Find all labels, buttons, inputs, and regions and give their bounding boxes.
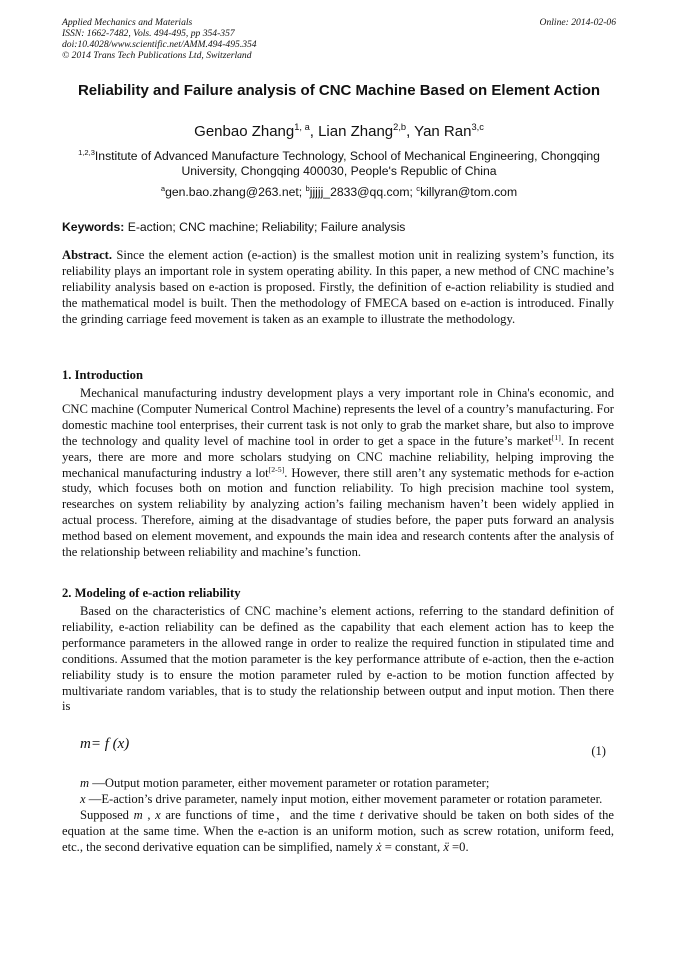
- text-run: = constant,: [381, 839, 444, 854]
- definition-text: —E-action’s drive parameter, namely input motion, either movement parameter or rotation parameter.: [85, 791, 603, 806]
- var-x: x: [80, 791, 86, 806]
- copyright-line: © 2014 Trans Tech Publications Ltd, Switzerland: [62, 50, 252, 61]
- citation: [1]: [551, 432, 561, 442]
- abstract-text: Since the element action (e-action) is the smallest motion unit in realizing system’s function, its reliability plays an important role in system operating ability. In this paper, a new method of CNC machine’s reliability analysis based on e-action is proposed. Firstly, the definition of e-action reliability is studied and the mathematical model is built. Then the methodology of FMECA based on e-action is introduced. Finally the grinding carriage feed movement is taken as an example to illustrate the methodology.: [62, 248, 614, 326]
- modeling-paragraph: Based on the characteristics of CNC machine’s element actions, referring to the standard definition of reliability, e-action reliability can be defined as the capability that each element action has to keep the performance parameters in the allowed range in order to realize the required function in stipulated time and conditions. Assumed that the motion parameter is the key performance attribute of e-action, then the e-action reliability study is to ensure the motion parameter ruled by e-action to be motion function affected by multivariate random variables, that is to study the relationship between output and input motion. Then there is: [62, 604, 614, 714]
- affiliation-text: Institute of Advanced Manufacture Technology, School of Mechanical Engineering, Chongqing University, Chongqing 400030, People's Republic of China: [94, 149, 600, 178]
- author-name: Yan Ran: [414, 123, 472, 140]
- email-marker: c: [416, 183, 421, 193]
- text-run: derivative should be taken on both sides of the equation at the same time. When the e-action is an uniform motion, such as screw rotation, uniform feed, etc., the second derivative equation can be simplified, namely: [62, 807, 614, 854]
- var-t: t: [359, 807, 364, 822]
- email-address: gen.bao.zhang@263.net;: [165, 185, 306, 199]
- text-run: Supposed: [80, 807, 134, 822]
- variable-definitions: [62, 776, 614, 856]
- var-x: x: [155, 807, 161, 822]
- online-date: Online: 2014-02-06: [539, 17, 616, 28]
- section-heading-introduction: 1. Introduction: [62, 368, 143, 382]
- author-affil-marker: 2,b: [393, 122, 407, 132]
- abstract-label: Abstract.: [62, 248, 113, 262]
- journal-name: Applied Mechanics and Materials: [62, 17, 193, 28]
- author-separator: ,: [406, 123, 415, 140]
- email-marker: a: [160, 183, 166, 193]
- var-m: m: [80, 776, 90, 790]
- section-heading-modeling: 2. Modeling of e-action reliability: [62, 586, 241, 600]
- affiliation: [62, 149, 616, 179]
- var-x-ddot: ẍ: [443, 839, 449, 854]
- abstract: [62, 248, 614, 328]
- author-name: Lian Zhang: [318, 123, 394, 140]
- affiliation-marker: 1,2,3: [78, 147, 95, 157]
- intro-text: Mechanical manufacturing industry development plays a very important role in China's economic, and CNC machine (Computer Numerical Control Machine) represents the level of a country’s manufacturing. For domestic machine tool enterprises, their current task is not only to grab the market share, but also to improve the technology and quality level of machine tool in order to get a space in the future’s market: [62, 386, 614, 448]
- email-address: killyran@tom.com: [420, 185, 518, 199]
- citation: [2-5]: [268, 464, 285, 474]
- var-m: m: [133, 807, 143, 822]
- definition-text: —Output motion parameter, either movement parameter or rotation parameter;: [89, 776, 490, 790]
- author-affil-marker: 3,c: [471, 122, 484, 132]
- text-run: =0.: [448, 839, 469, 854]
- derivative-paragraph: [62, 808, 614, 856]
- journal-header: [62, 17, 616, 61]
- author-affil-marker: 1, a: [294, 122, 310, 132]
- author-separator: ,: [309, 123, 319, 140]
- keywords-text: E-action; CNC machine; Reliability; Failure analysis: [124, 220, 406, 234]
- intro-text: . In recent years, there are more and more scholars studying on CNC machine reliability, helping improving the mechanical manufacturing industry a lot: [62, 433, 614, 480]
- var-x-dot: ẋ: [376, 839, 382, 854]
- keywords: [62, 220, 616, 235]
- email-address: jjjjj_2833@qq.com;: [309, 185, 417, 199]
- paper-title: Reliability and Failure analysis of CNC Machine Based on Element Action: [77, 82, 601, 99]
- author-name: Genbao Zhang: [194, 123, 295, 140]
- doi-line: doi:10.4028/www.scientific.net/AMM.494-495.354: [62, 39, 257, 50]
- email-marker: b: [305, 183, 310, 193]
- text-run: are functions of time，and the time: [160, 807, 360, 822]
- equation-number: (1): [591, 744, 606, 758]
- email-list: [62, 185, 616, 200]
- introduction-paragraph: [62, 386, 614, 561]
- definition-x: [62, 792, 614, 808]
- text-run: ,: [142, 807, 156, 822]
- definition-m: [62, 776, 614, 792]
- equation-1: m= f (x): [80, 736, 130, 752]
- intro-text: . However, there still aren’t any systematic methods for e-action study, which focuses both on motion and function reliability. To high precision machine tool system, researches on system reliability by analyzing action’s failing mechanism haven’t been widely applied in actual process. Therefore, aiming at the disadvantage of studies before, the paper puts forward an analysis method based on element movement, and expounds the main idea and research contents after the analysis of the relationship between reliability and machine’s function.: [62, 465, 615, 560]
- issn-line: ISSN: 1662-7482, Vols. 494-495, pp 354-357: [62, 28, 235, 39]
- header-left: [62, 17, 616, 61]
- keywords-label: Keywords:: [62, 220, 125, 234]
- author-list: [62, 123, 616, 141]
